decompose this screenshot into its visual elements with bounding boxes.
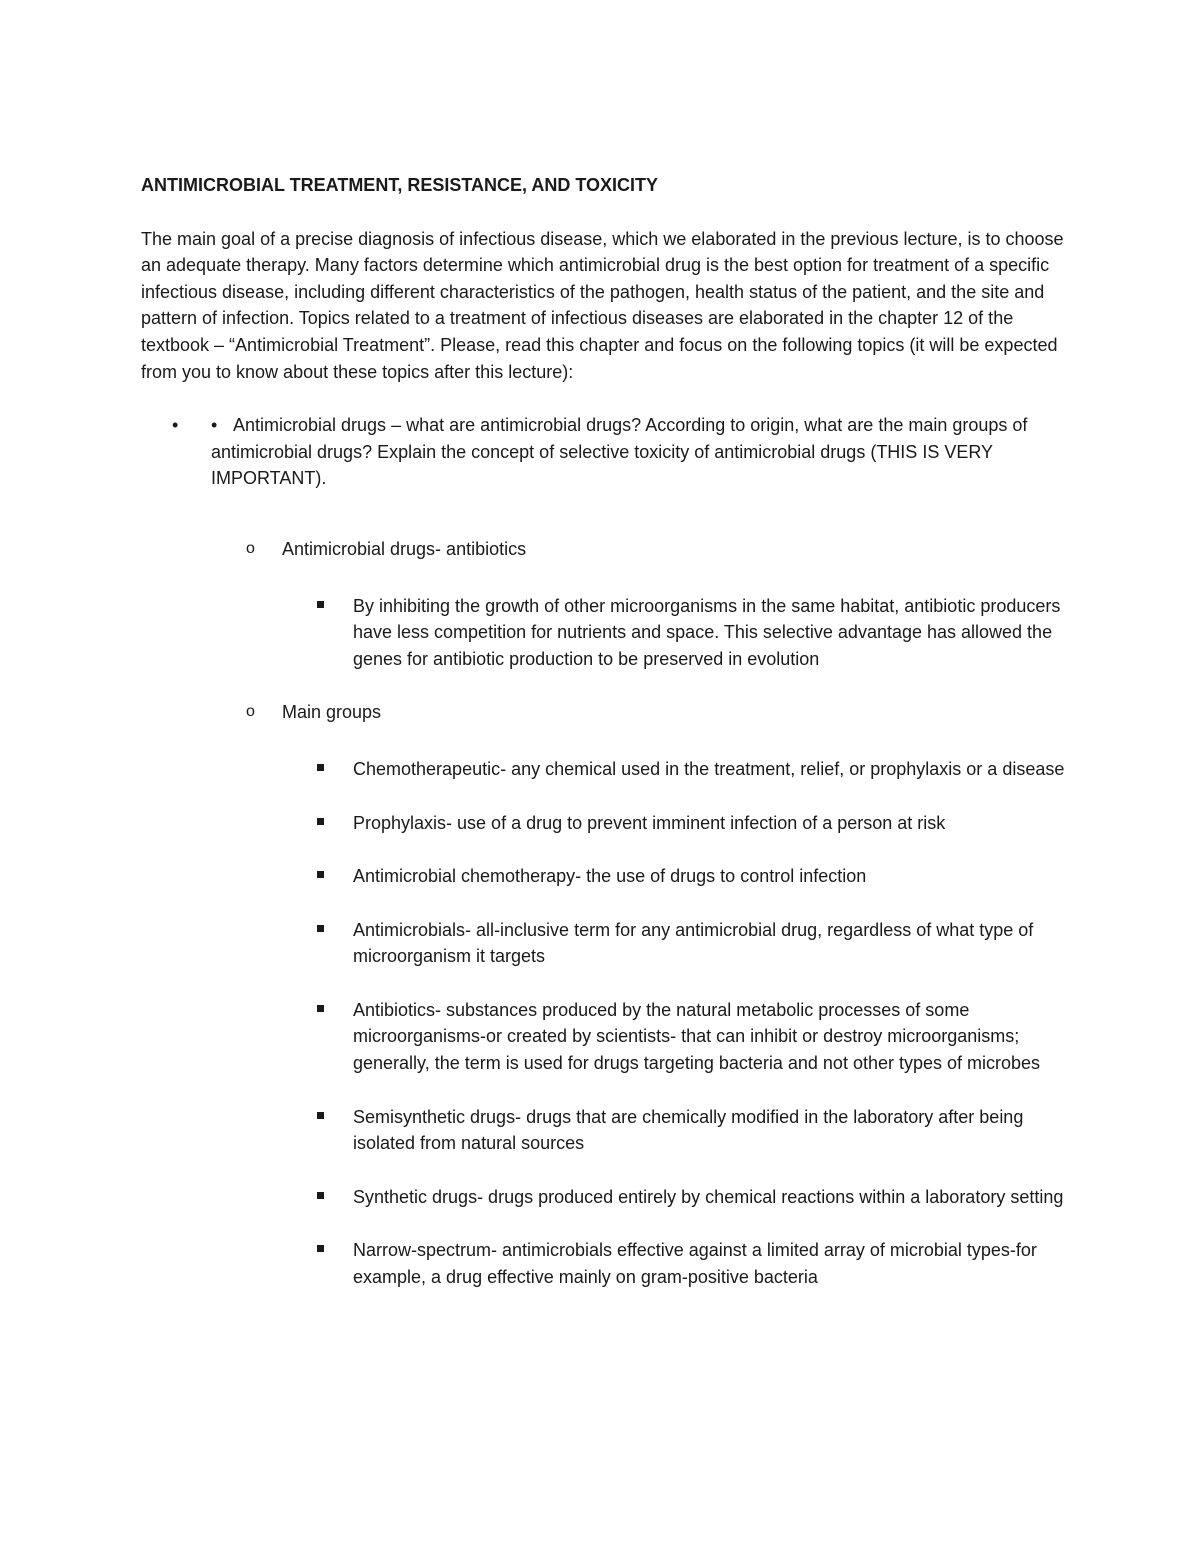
topic-list-item bbox=[141, 412, 1071, 492]
subsection-heading bbox=[141, 536, 1071, 563]
document-title: ANTIMICROBIAL TREATMENT, RESISTANCE, AND TOXICITY bbox=[141, 175, 659, 195]
intro-paragraph: The main goal of a precise diagnosis of infectious disease, which we elaborated in the previous lecture, is to choose an adequate therapy. Many factors determine which antimicrobial drug is the best option for treatment of a specific infectious disease, including different characteristics of the pathogen, health status of the patient, and the site and pattern of infection. Topics related to a treatment of infectious diseases are elaborated in the chapter 12 of the textbook – “Antimicrobial Treatment”. Please, read this chapter and focus on the following topics (it will be expected from you to know about these topics after this lecture): bbox=[141, 228, 1064, 382]
list-item-text: By inhibiting the growth of other microorganisms in the same habitat, antibiotic producers have less competition for nutrients and space. This selective advantage has allowed the genes for antibiotic production to be preserved in evolution bbox=[353, 595, 1061, 669]
square-bullet-icon bbox=[317, 601, 324, 608]
document-body bbox=[141, 172, 1071, 1318]
subsection-heading-text: Antimicrobial drugs- antibiotics bbox=[282, 538, 527, 559]
subsection-main-groups bbox=[141, 699, 1071, 1290]
list-item bbox=[141, 917, 1071, 970]
bullet-outer-icon: • bbox=[172, 415, 179, 436]
square-bullet-icon bbox=[317, 764, 324, 771]
list-item-text: Antimicrobial chemotherapy- the use of drugs to control infection bbox=[353, 866, 867, 887]
square-bullet-icon bbox=[317, 1245, 324, 1252]
list-item bbox=[141, 1104, 1071, 1157]
square-bullet-icon bbox=[317, 1005, 324, 1012]
list-item-text: Chemotherapeutic- any chemical used in the treatment, relief, or prophylaxis or a disease bbox=[353, 758, 1065, 779]
list-item-text: Narrow-spectrum- antimicrobials effective against a limited array of microbial types-for example, a drug effective mainly on gram-positive bacteria bbox=[353, 1240, 1037, 1288]
subsection-heading-text: Main groups bbox=[282, 702, 382, 723]
square-bullet-icon bbox=[317, 1112, 324, 1119]
list-item bbox=[141, 756, 1071, 783]
square-bullet-icon bbox=[317, 925, 324, 932]
list-item bbox=[141, 1184, 1071, 1211]
list-item bbox=[141, 997, 1071, 1077]
subsection-antibiotics bbox=[141, 536, 1071, 672]
list-item-text: Semisynthetic drugs- drugs that are chemically modified in the laboratory after being isolated from natural sources bbox=[353, 1106, 1024, 1154]
list-item bbox=[141, 1237, 1071, 1290]
topic-text: Antimicrobial drugs – what are antimicrobial drugs? According to origin, what are the main groups of antimicrobial drugs? Explain the concept of selective toxicity of antimicrobial drugs (THIS IS VERY IMPORTANT). bbox=[211, 415, 1028, 489]
list-item bbox=[141, 593, 1071, 673]
square-bullet-icon bbox=[317, 818, 324, 825]
list-item-text: Antibiotics- substances produced by the natural metabolic processes of some microorganisms-or created by scientists- that can inhibit or destroy microorganisms; generally, the term is used for drugs targeting bacteria and not other types of microbes bbox=[353, 999, 1041, 1074]
bullet-inner-icon: • bbox=[211, 415, 218, 436]
subsection-heading bbox=[141, 699, 1071, 726]
list-item bbox=[141, 863, 1071, 890]
circle-bullet-icon: o bbox=[246, 703, 255, 721]
square-bullet-icon bbox=[317, 1192, 324, 1199]
list-item bbox=[141, 810, 1071, 837]
list-item-text: Prophylaxis- use of a drug to prevent imminent infection of a person at risk bbox=[353, 812, 946, 833]
list-item-text: Synthetic drugs- drugs produced entirely by chemical reactions within a laboratory setting bbox=[353, 1186, 1064, 1207]
square-bullet-icon bbox=[317, 871, 324, 878]
circle-bullet-icon: o bbox=[246, 539, 255, 557]
list-item-text: Antimicrobials- all-inclusive term for any antimicrobial drug, regardless of what type of microorganism it targets bbox=[353, 919, 1034, 967]
